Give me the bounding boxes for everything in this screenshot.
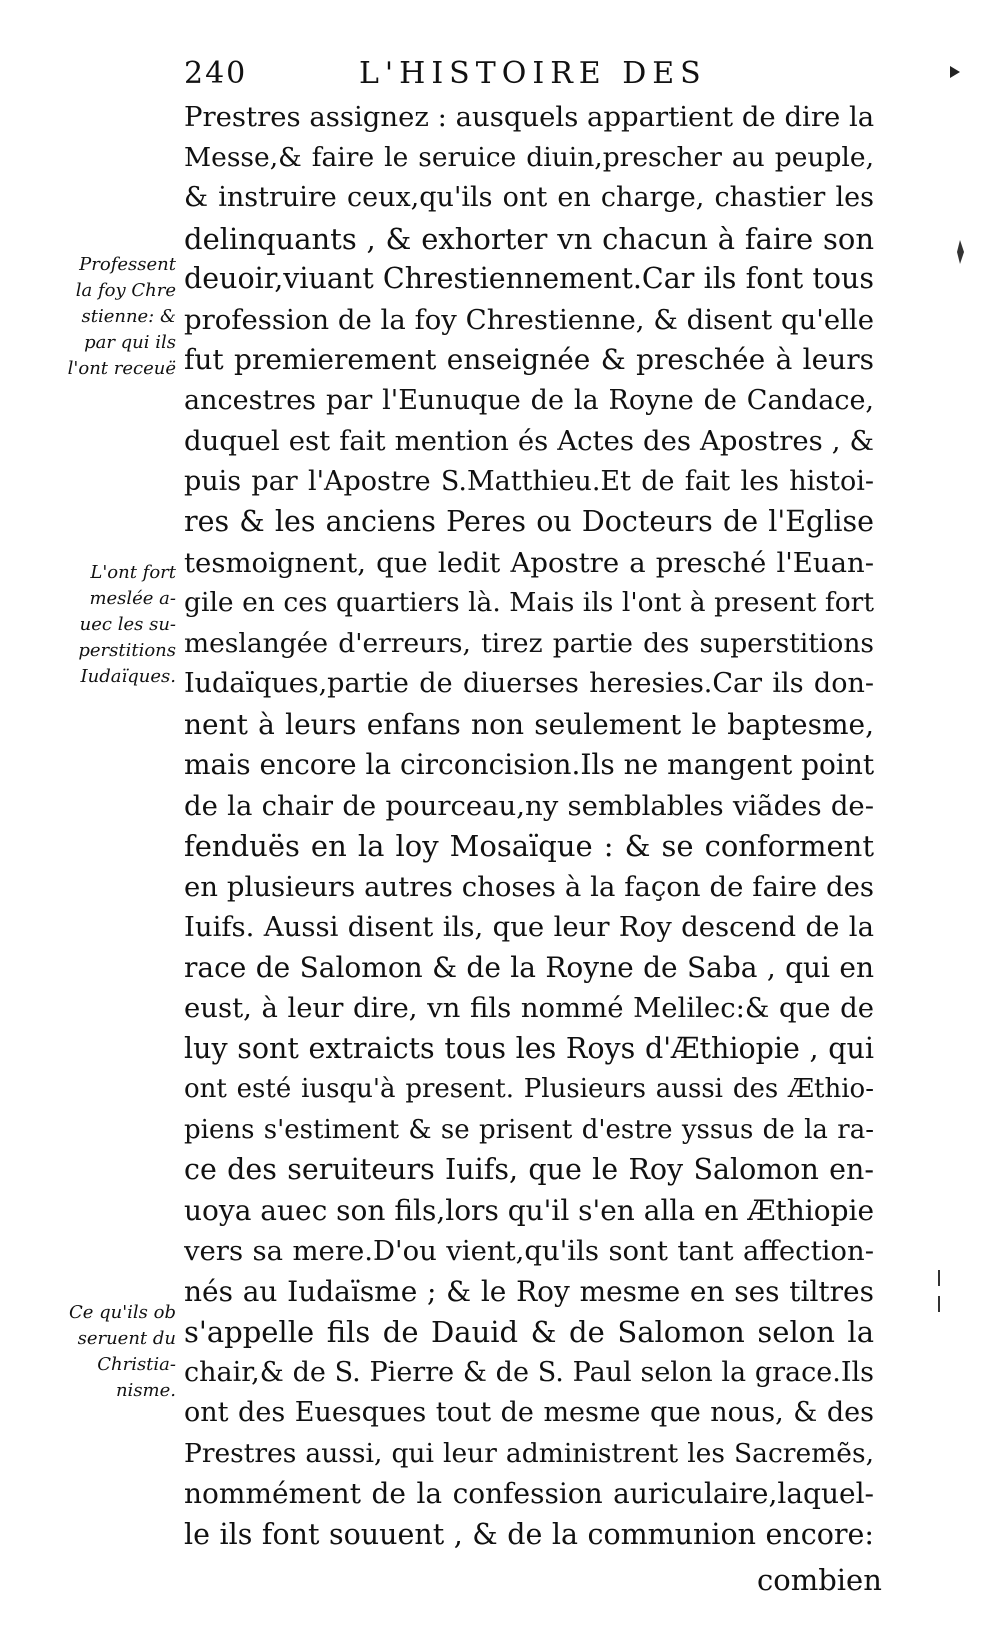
catchword: combien	[757, 1563, 882, 1597]
text-line: & instruire ceux,qu'ils ont en charge, chastier les	[184, 182, 874, 213]
text-line: deuoir,viuant Chrestiennement.Car ils font tous	[184, 262, 874, 295]
text-line: Prestres assignez : ausquels appartient de dire la	[184, 101, 874, 133]
text-line: nommément de la confession auriculaire,laquel-	[184, 1477, 874, 1510]
text-line: vers sa mere.D'ou vient,qu'ils sont tant affection-	[184, 1235, 874, 1267]
text-line: fut premierement enseignée & preschée à leurs	[184, 343, 874, 376]
text-line: Iuifs. Aussi disent ils, que leur Roy descend de la	[184, 911, 874, 943]
margin-note-line: meslée a-	[89, 588, 176, 609]
text-line: piens s'estiment & se prisent d'estre yssus de la ra-	[184, 1114, 874, 1145]
text-line: meslangée d'erreurs, tirez partie des superstitions	[184, 627, 874, 659]
text-line: ont esté iusqu'à present. Plusieurs aussi des Æthio-	[184, 1074, 874, 1104]
text-line: gile en ces quartiers là. Mais ils l'ont à present fort	[184, 587, 874, 618]
text-line: de la chair de pourceau,ny semblables viãdes de-	[184, 789, 874, 822]
margin-note	[46, 252, 176, 382]
margin-note-line: nisme.	[115, 1380, 176, 1401]
text-line: uoya auec son fils,lors qu'il s'en alla en Æthiopie	[184, 1193, 874, 1227]
text-line: le ils font souuent , & de la communion encore:	[184, 1517, 874, 1551]
show-through-mark	[954, 238, 966, 268]
show-through-mark	[948, 62, 962, 82]
text-line: en plusieurs autres choses à la façon de faire des	[184, 870, 874, 903]
text-line: nés au Iudaïsme ; & le Roy mesme en ses tiltres	[184, 1274, 874, 1308]
text-line: chair,& de S. Pierre & de S. Paul selon la grace.Ils	[184, 1356, 874, 1388]
text-line: mais encore la circoncision.Ils ne mangent point	[184, 748, 874, 781]
text-line: puis par l'Apostre S.Matthieu.Et de fait les histoi-	[184, 465, 874, 497]
text-line: luy sont extraicts tous les Roys d'Æthiopie , qui	[184, 1031, 874, 1065]
text-line: Iudaïques,partie de diuerses heresies.Car ils don-	[184, 668, 874, 699]
text-line: Prestres aussi, qui leur administrent les Sacremẽs,	[184, 1437, 874, 1469]
text-line: tesmoignent, que ledit Apostre a presché l'Euan-	[184, 546, 874, 579]
text-line: duquel est fait mention és Actes des Apostres , &	[184, 425, 874, 457]
margin-note-line: stienne: &	[81, 306, 176, 327]
text-line: res & les anciens Peres ou Docteurs de l'Eglise	[184, 505, 874, 538]
margin-note-line: uec les su-	[79, 614, 176, 635]
text-line: race de Salomon & de la Royne de Saba , qui en	[184, 950, 874, 984]
margin-note	[46, 1300, 176, 1404]
text-line: ont des Euesques tout de mesme que nous, & des	[184, 1397, 874, 1428]
margin-note-line: l'ont receuë	[67, 358, 176, 379]
text-line: delinquants , & exhorter vn chacun à faire son	[184, 221, 874, 256]
text-line: ce des seruiteurs Iuifs, que le Roy Salomon en-	[184, 1153, 874, 1186]
text-line: s'appelle fils de Dauid & de Salomon selon la	[184, 1315, 874, 1349]
page-number: 240	[184, 56, 248, 91]
text-line: Messe,& faire le seruice diuin,prescher au peuple,	[184, 141, 874, 173]
margin-note-line: L'ont fort	[90, 562, 176, 583]
margin-note-line: par qui ils	[84, 332, 176, 353]
margin-note	[46, 560, 176, 690]
text-line: profession de la foy Chrestienne, & disent qu'elle	[184, 303, 874, 336]
body-text	[184, 97, 874, 1555]
text-line: eust, à leur dire, vn fils nommé Melilec:& que de	[184, 992, 874, 1024]
margin-note-line: Professent	[79, 254, 176, 275]
running-title: L'HISTOIRE DES	[359, 56, 707, 91]
text-line: fenduës en la loy Mosaïque : & se conforment	[184, 829, 874, 863]
margin-note-line: Ce qu'ils ob	[68, 1302, 176, 1323]
margin-note-line: Christia-	[97, 1354, 176, 1375]
margin-note-line: Iudaïques.	[80, 666, 176, 687]
page-header	[184, 56, 874, 96]
margin-note-line: perstitions	[78, 640, 176, 661]
text-line: ancestres par l'Eunuque de la Royne de Candace,	[184, 384, 874, 416]
margin-note-line: la foy Chre	[75, 280, 176, 301]
margin-note-line: seruent du	[77, 1328, 176, 1349]
show-through-mark	[935, 1268, 943, 1318]
text-line: nent à leurs enfans non seulement le baptesme,	[184, 707, 874, 741]
